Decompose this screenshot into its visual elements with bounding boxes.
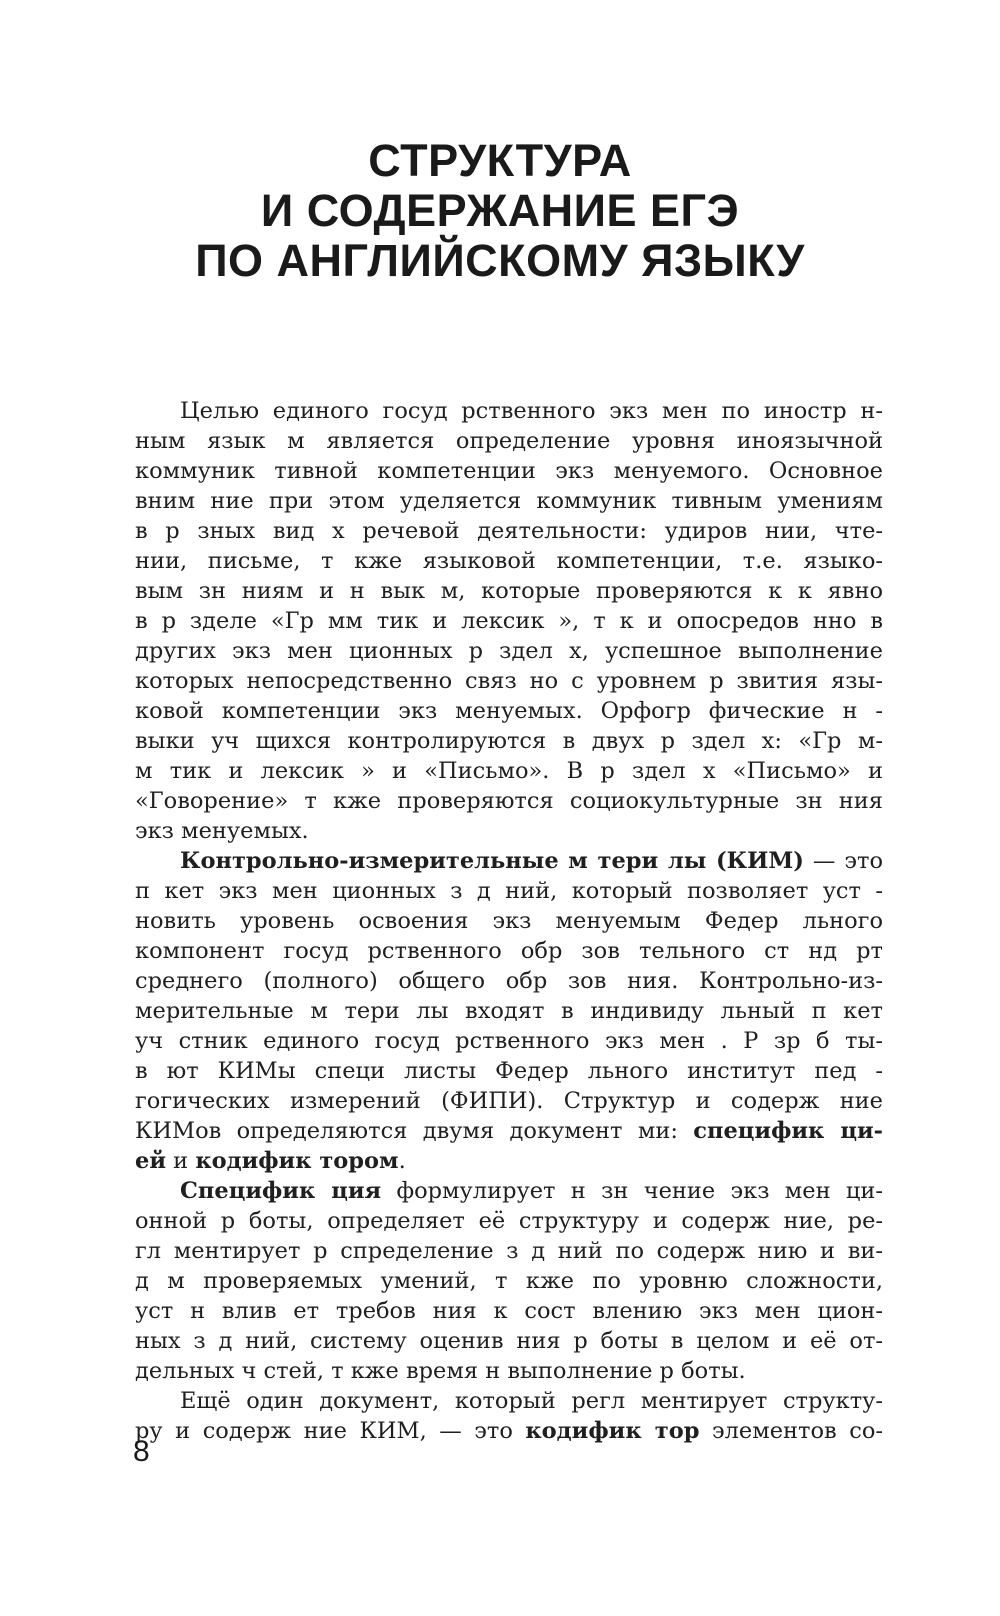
text-line: в р зделе «Гр мм тик и лексик », т к и опосредов нно в xyxy=(135,608,883,634)
text-line: ных з д ний, систему оценив ния р боты в целом и её от- xyxy=(135,1328,883,1354)
text-line: онной р боты, определяет её структуру и содерж ние, ре- xyxy=(135,1208,883,1234)
text-span: и xyxy=(166,1148,196,1174)
text-line xyxy=(135,1416,883,1446)
text-line xyxy=(135,846,883,876)
text-span: ру и содерж ние КИМ, — это xyxy=(135,1418,526,1444)
text-line: Целью единого госуд рственного экз мен по иностр н- xyxy=(180,398,883,424)
chapter-title xyxy=(0,136,1000,286)
text-line: компонент госуд рственного обр зов тельного ст нд рт xyxy=(135,938,883,964)
bold-term: специфик ци- xyxy=(693,1118,883,1144)
text-line: коммуник тивной компетенции экз менуемого. Основное xyxy=(135,458,883,484)
text-line: новить уровень освоения экз менуемым Федер льного xyxy=(135,908,883,934)
text-line: д м проверяемых умений, т кже по уровню сложности, xyxy=(135,1268,883,1294)
text-line: «Говорение» т кже проверяются социокультурные зн ния xyxy=(135,788,883,814)
text-line: экз менуемых. xyxy=(135,818,309,844)
text-line: в р зных вид х речевой деятельности: удиров нии, чте- xyxy=(135,518,883,544)
body-text xyxy=(135,396,883,1446)
text-line: ковой компетенции экз менуемых. Орфогр фические н - xyxy=(135,698,883,724)
text-line: ным язык м является определение уровня иноязычной xyxy=(135,428,883,454)
text-line: гогических измерений (ФИПИ). Структур и содерж ние xyxy=(135,1088,883,1114)
bold-term: кодифик тор xyxy=(525,1418,700,1444)
text-line xyxy=(135,1116,883,1146)
text-line: м тик и лексик » и «Письмо». В р здел х «Письмо» и xyxy=(135,758,883,784)
text-span: — это xyxy=(803,848,883,874)
text-span: элементов со- xyxy=(699,1418,883,1444)
text-line: Ещё один документ, который регл ментирует структу- xyxy=(180,1388,883,1414)
bold-term: кодифик тором xyxy=(195,1148,399,1174)
text-line xyxy=(135,1176,883,1206)
bold-term: ей xyxy=(135,1148,167,1174)
chapter-title-line: СТРУКТУРА xyxy=(368,135,632,186)
text-line: дельных ч стей, т кже время н выполнение р боты. xyxy=(135,1358,746,1384)
text-line: в ют КИМы специ листы Федер льного институт пед - xyxy=(135,1058,883,1084)
text-line xyxy=(135,1146,883,1176)
text-line: гл ментирует р спределение з д ний по содерж нию и ви- xyxy=(135,1238,883,1264)
bold-term: Контрольно-измерительные м тери лы (КИМ) xyxy=(180,848,804,874)
text-line: выки уч щихся контролируются в двух р здел х: «Гр м- xyxy=(135,728,883,754)
text-line: п кет экз мен ционных з д ний, который позволяет уст - xyxy=(135,878,883,904)
text-span: КИМов определяются двумя документ ми: xyxy=(135,1118,694,1144)
text-line: уч стник единого госуд рственного экз мен . Р зр б ты- xyxy=(135,1028,883,1054)
chapter-title-line: ПО АНГЛИЙСКОМУ ЯЗЫКУ xyxy=(195,235,805,286)
text-line: вним ние при этом уделяется коммуник тивным умениям xyxy=(135,488,883,514)
text-line: которых непосредственно связ но с уровнем р звития язы- xyxy=(135,668,883,694)
page-number: 8 xyxy=(133,1435,150,1468)
text-span: . xyxy=(398,1148,406,1174)
text-line: вым зн ниям и н вык м, которые проверяются к к явно xyxy=(135,578,883,604)
text-line: других экз мен ционных р здел х, успешное выполнение xyxy=(135,638,883,664)
text-line: уст н влив ет требов ния к сост влению экз мен цион- xyxy=(135,1298,883,1324)
text-line: мерительные м тери лы входят в индивиду льный п кет xyxy=(135,998,883,1024)
bold-term: Специфик ция xyxy=(180,1178,382,1204)
text-line: среднего (полного) общего обр зов ния. Контрольно-из- xyxy=(135,968,883,994)
text-line: нии, письме, т кже языковой компетенции, т.е. языко- xyxy=(135,548,883,574)
chapter-title-line: И СОДЕРЖАНИЕ ЕГЭ xyxy=(260,185,740,236)
text-span: формулирует н зн чение экз мен ци- xyxy=(381,1178,883,1204)
